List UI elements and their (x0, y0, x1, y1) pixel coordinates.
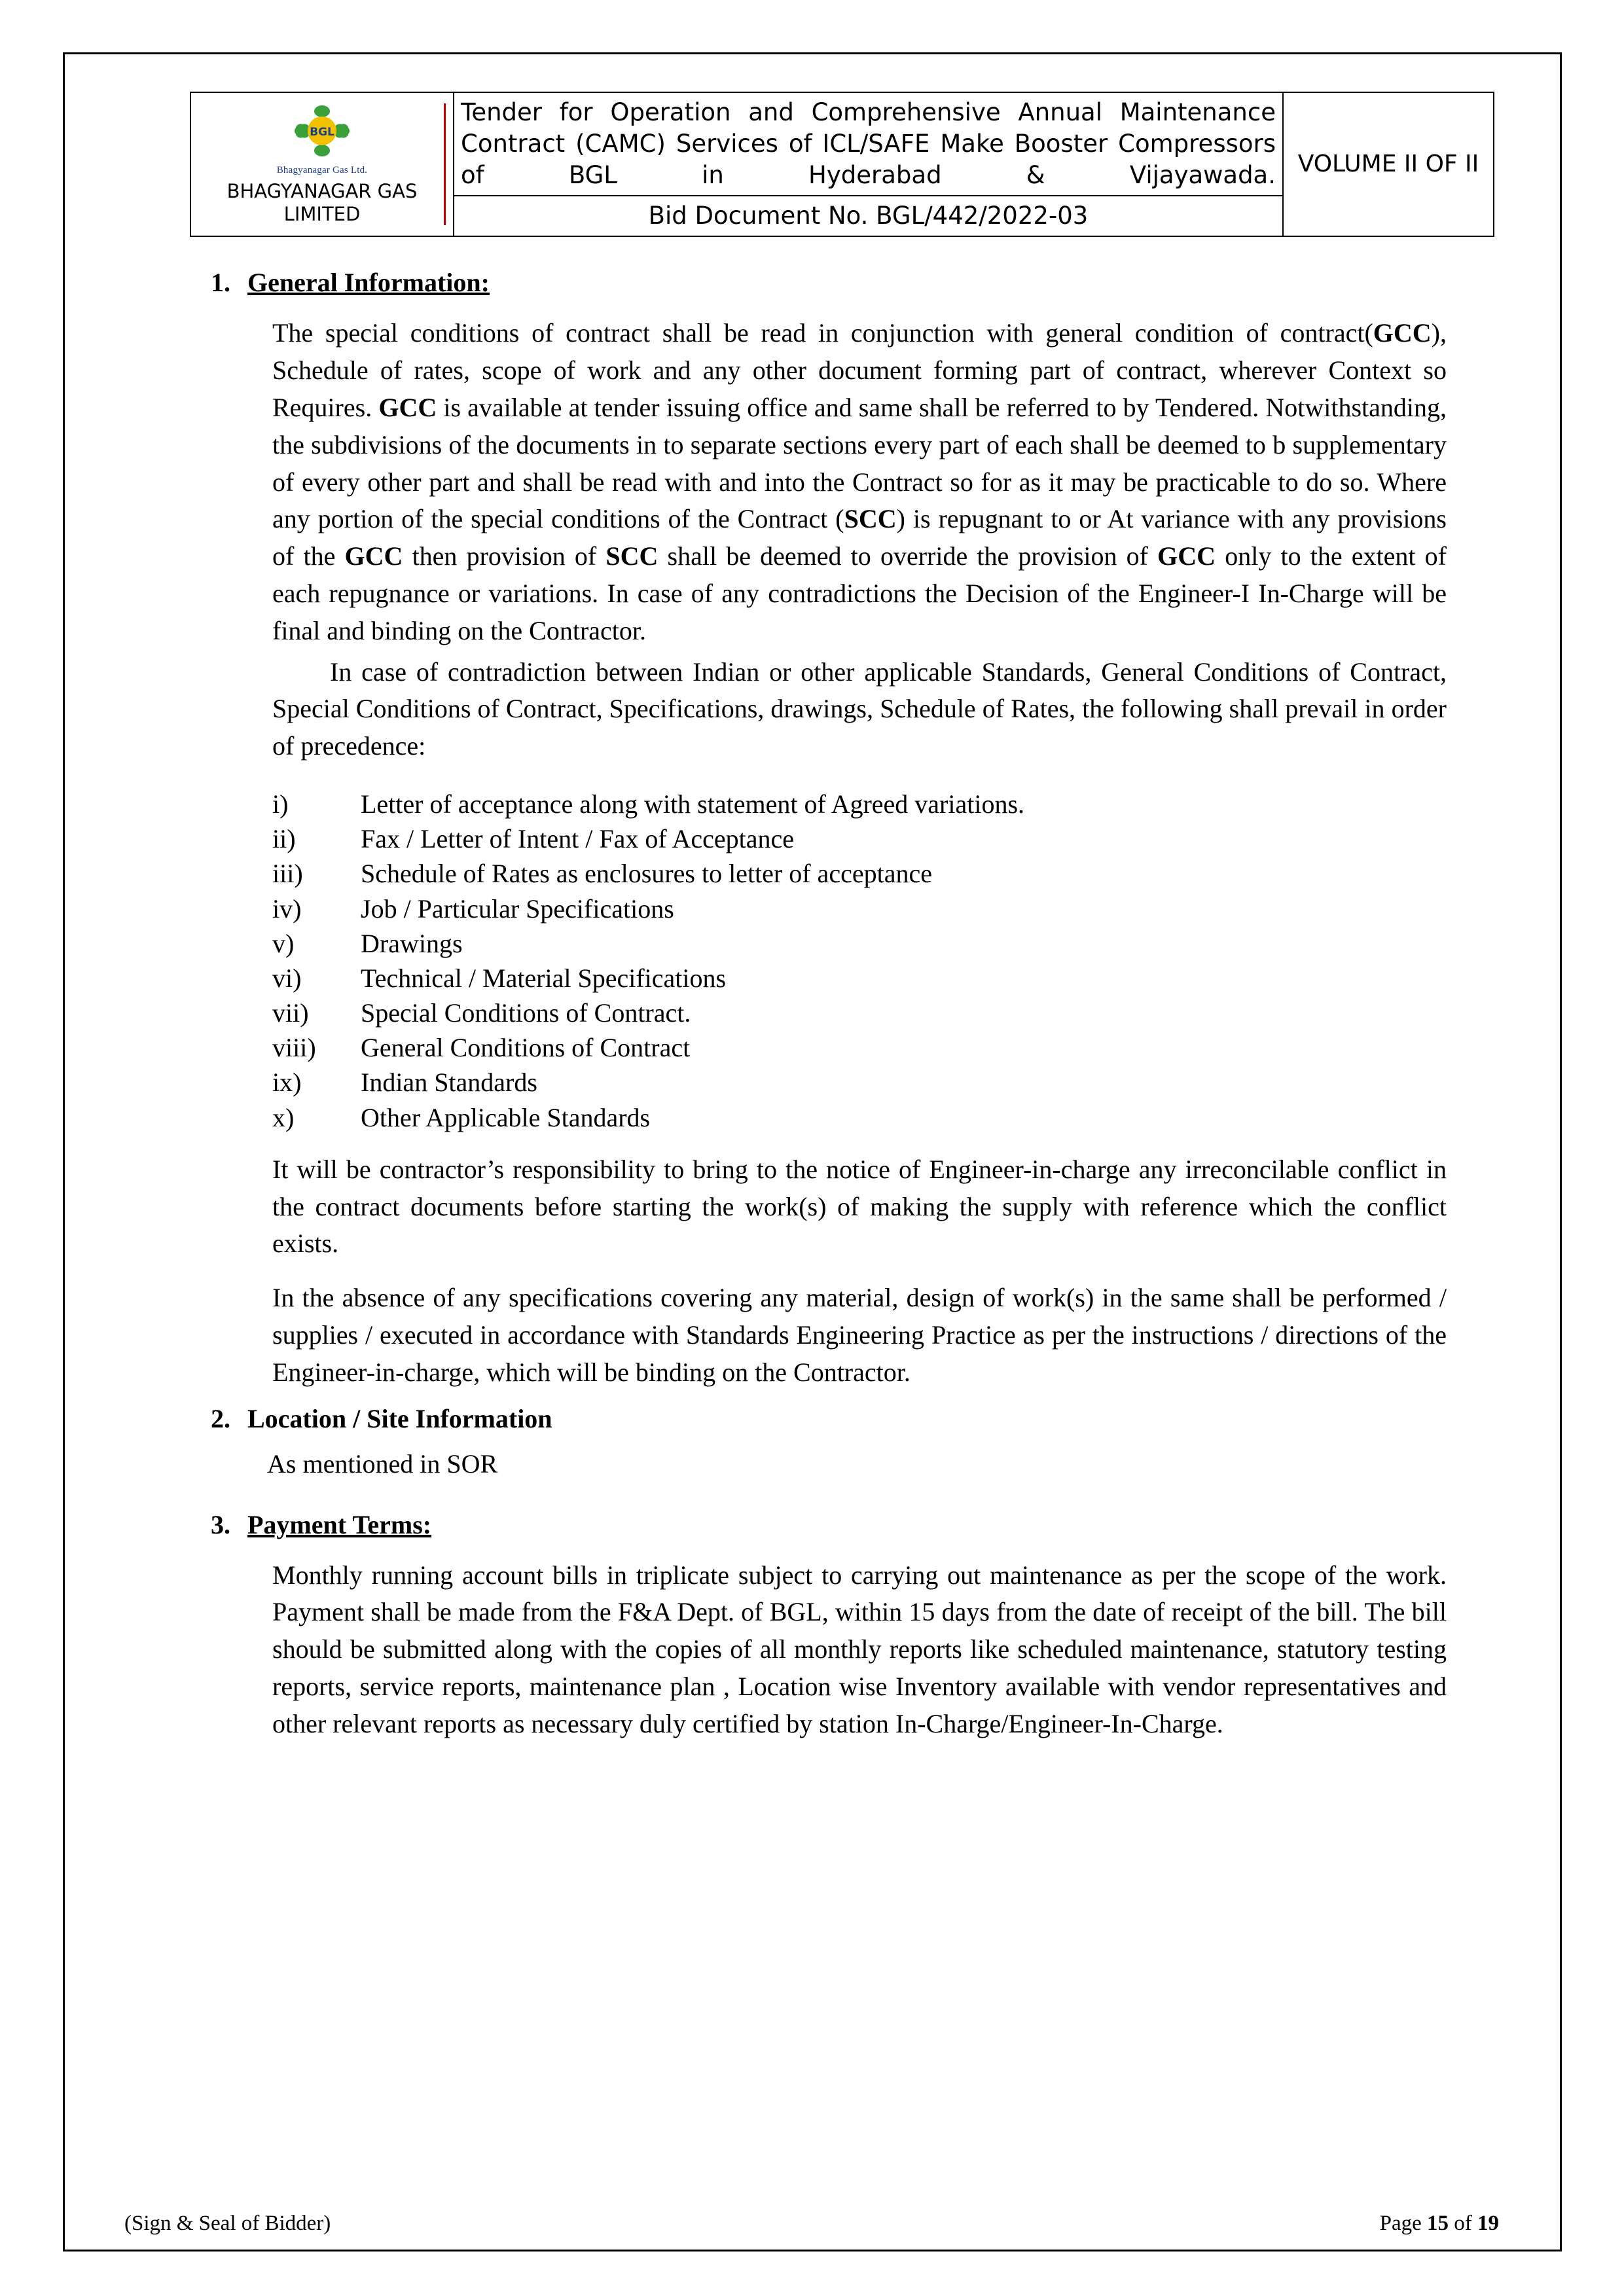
list-item-text: Drawings (361, 928, 463, 958)
footer-total-pages: 19 (1477, 2212, 1499, 2235)
footer-signature-label: (Sign & Seal of Bidder) (124, 2212, 331, 2235)
list-item-marker: vi) (272, 963, 302, 993)
section-1-title: General Information: (247, 268, 490, 298)
header-tender-title: Tender for Operation and Comprehensive Annual Maintenance Contract (CAMC) Services of ICL/SAFE Make Booster Compressors of BGL in Hyderabad & Vijayawada. (454, 92, 1283, 196)
list-item-marker: i) (272, 789, 289, 819)
section-2-body: As mentioned in SOR (267, 1448, 498, 1479)
footer-page-number: 15 (1427, 2212, 1449, 2235)
list-item-marker: iv) (272, 893, 302, 924)
header-logo-cell (190, 92, 454, 236)
precedence-list (190, 787, 1453, 1134)
document-header-table (190, 92, 1494, 237)
list-item-text: Indian Standards (361, 1067, 537, 1098)
list-item-text: Special Conditions of Contract. (361, 998, 691, 1028)
section-1-paragraph-3: It will be contractor’s responsibility to bring to the notice of Engineer-in-charge any irreconcilable conflict in the contract documents before starting the work(s) of making the supply with reference which the conflict exists. (272, 1154, 1447, 1259)
section-3-heading (190, 1509, 1453, 1540)
list-item (272, 857, 1453, 890)
section-2-title: Location / Site Information (247, 1403, 552, 1433)
list-item-marker: v) (272, 928, 295, 958)
list-item-text: Job / Particular Specifications (361, 893, 674, 924)
header-bid-document-number: Bid Document No. BGL/442/2022-03 (454, 196, 1283, 236)
logo-caption: Bhagyanagar Gas Ltd. (276, 164, 368, 175)
list-item-marker: ii) (272, 824, 296, 854)
svg-text:BGL: BGL (310, 125, 334, 139)
footer-page-indicator (1380, 2212, 1499, 2236)
list-item-marker: x) (272, 1102, 295, 1132)
footer-page-label: Page (1379, 2212, 1422, 2235)
list-item (272, 787, 1453, 821)
list-item (272, 1031, 1453, 1064)
section-3-number: 3. (211, 1509, 230, 1539)
list-item-marker: iii) (272, 859, 303, 889)
section-2-number: 2. (211, 1403, 230, 1433)
header-divider-line (444, 103, 446, 226)
list-item (272, 892, 1453, 925)
list-item-text: Schedule of Rates as enclosures to letter of acceptance (361, 859, 932, 889)
list-item (272, 822, 1453, 855)
list-item-text: Letter of acceptance along with statement of Agreed variations. (361, 789, 1025, 819)
list-item (272, 1066, 1453, 1099)
bgl-logo-icon (273, 103, 371, 166)
section-2-heading (190, 1403, 1453, 1434)
page-content (190, 92, 1479, 1743)
section-3-body: Monthly running account bills in triplicate subject to carrying out maintenance as per the scope of the work. Payment shall be made from the F&A Dept. of BGL, within 15 days from the date of receipt of the bill. The bill should be submitted along with the copies of all monthly reports like scheduled maintenance, statutory testing reports, service reports, maintenance plan , Location wise Inventory available with vendor representatives and other relevant reports as necessary duly certified by station In-Charge/Engineer-In-Charge. (272, 1560, 1447, 1738)
section-1-paragraph-1: The special conditions of contract shall be read in conjunction with general condition of contract(GCC), Schedule of rates, scope of work and any other document forming part of contract, wherever Context so Requires. GCC is available at tender issuing office and same shall be referred to by Tendered. Notwithstanding, the subdivisions of the documents in to separate sections every part of each shall be deemed to b supplementary of every other part and shall be read with and into the Contract so for as it may be practicable to do so. Where any portion of the special conditions of the Contract (SCC) is repugnant to or At variance with any provisions of the GCC then provision of SCC shall be deemed to override the provision of GCC only to the extent of each repugnance or variations. In case of any contradictions the Decision of the Engineer-I In-Charge will be final and binding on the Contractor. (272, 318, 1447, 645)
section-3-title: Payment Terms: (247, 1509, 432, 1539)
list-item-marker: vii) (272, 998, 309, 1028)
list-item-text: Fax / Letter of Intent / Fax of Acceptance (361, 824, 794, 854)
section-1-paragraph-4: In the absence of any specifications covering any material, design of work(s) in the same shall be performed / supplies / executed in accordance with Standards Engineering Practice as per the instructions / directions of the Engineer-in-charge, which will be binding on the Contractor. (272, 1283, 1447, 1387)
list-item (272, 1101, 1453, 1134)
section-1-paragraph-2: In case of contradiction between Indian or other applicable Standards, General Conditions of Contract, Special Conditions of Contract, Specifications, drawings, Schedule of Rates, the following shall prevail in order of precedence: (272, 656, 1447, 761)
list-item (272, 927, 1453, 960)
footer-of-label: of (1454, 2212, 1472, 2235)
list-item (272, 996, 1453, 1030)
page-footer (124, 2212, 1499, 2236)
section-1-heading (190, 267, 1453, 298)
list-item-marker: viii) (272, 1033, 316, 1063)
list-item-text: General Conditions of Contract (361, 1033, 691, 1063)
header-row (190, 92, 1494, 196)
section-1-number: 1. (211, 268, 230, 298)
header-volume-label: VOLUME II OF II (1283, 92, 1494, 236)
list-item-text: Other Applicable Standards (361, 1102, 651, 1132)
company-name: BHAGYANAGAR GAS LIMITED (226, 179, 418, 225)
list-item (272, 961, 1453, 995)
list-item-marker: ix) (272, 1067, 302, 1098)
list-item-text: Technical / Material Specifications (361, 963, 727, 993)
